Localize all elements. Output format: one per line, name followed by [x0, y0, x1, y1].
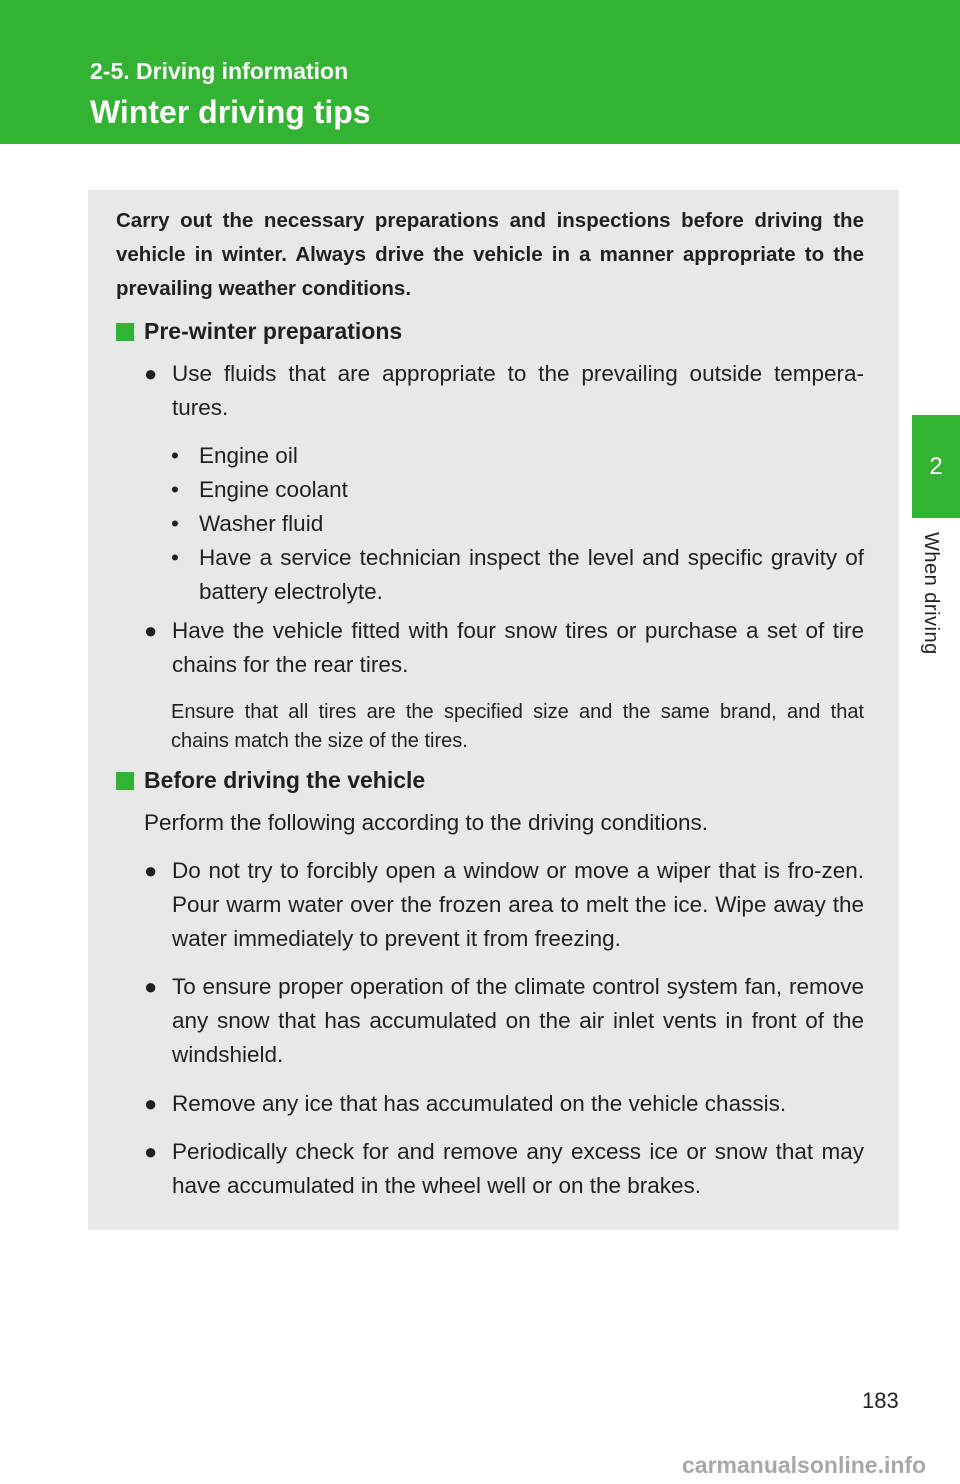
- section-intro: Perform the following according to the driving conditions.: [144, 810, 709, 835]
- bullet-dot-icon: ●: [144, 618, 158, 643]
- bullet-text: Have the vehicle fitted with four snow tires or purchase a set of tire chains for the rear tires.: [172, 618, 864, 677]
- bullet-text: Periodically check for and remove any excess ice or snow that may have accumulated in the wheel well or on the brakes.: [172, 1139, 864, 1198]
- bullet-dot-icon: ●: [144, 858, 158, 883]
- header-bar: [0, 0, 960, 144]
- watermark: carmanualsonline.info: [682, 1452, 927, 1478]
- sub-item-text: Engine coolant: [199, 477, 348, 502]
- heading-text: Pre-winter preparations: [144, 318, 403, 344]
- sub-item: [171, 439, 864, 473]
- bullet-item: [144, 1135, 864, 1203]
- sub-item-text: Washer fluid: [199, 511, 324, 536]
- bullet-text: Remove any ice that has accumulated on the vehicle chassis.: [172, 1091, 787, 1116]
- page-title: Winter driving tips: [90, 94, 371, 130]
- bullet-dot-icon: ●: [144, 1139, 158, 1164]
- sub-item-text: Have a service technician inspect the level and specific gravity of battery electrolyte.: [199, 545, 864, 604]
- heading-before-driving: [116, 767, 425, 794]
- chapter-tab: [912, 415, 960, 518]
- chapter-number: 2: [929, 452, 943, 480]
- bullet-dot-icon: ●: [144, 361, 158, 386]
- bullet-item: [144, 970, 864, 1072]
- sub-bullet-icon: •: [171, 477, 179, 502]
- green-square-icon: [116, 323, 134, 341]
- sub-bullet-icon: •: [171, 443, 179, 468]
- sub-item: [171, 507, 864, 541]
- chapter-label: When driving: [920, 532, 942, 655]
- heading-pre-winter: [116, 318, 402, 345]
- sub-item: [171, 541, 864, 609]
- sub-bullet-icon: •: [171, 545, 179, 570]
- heading-text: Before driving the vehicle: [144, 767, 426, 793]
- bullet-item: [144, 614, 864, 682]
- page-number: 183: [862, 1388, 899, 1413]
- note-text: Ensure that all tires are the specified size and the same brand, and that chains match the size of the tires.: [171, 701, 864, 752]
- sub-bullet-icon: •: [171, 511, 179, 536]
- green-square-icon: [116, 772, 134, 790]
- bullet-text: Do not try to forcibly open a window or move a wiper that is fro-zen. Pour warm water over the frozen area to melt the ice. Wipe away the water immediately to prevent it from freezing.: [172, 858, 864, 951]
- bullet-item: [144, 854, 864, 956]
- bullet-dot-icon: ●: [144, 974, 158, 999]
- bullet-dot-icon: ●: [144, 1091, 158, 1116]
- intro-text: Carry out the necessary preparations and inspections before driving the vehicle in winter. Always drive the vehicle in a manner appropriate to the prevailing weather conditions.: [116, 209, 864, 300]
- bullet-item: [144, 357, 864, 425]
- bullet-item: [144, 1087, 864, 1121]
- section-label: 2-5. Driving information: [90, 58, 349, 84]
- bullet-text: Use fluids that are appropriate to the prevailing outside tempera-tures.: [172, 361, 864, 420]
- sub-item: [171, 473, 864, 507]
- sub-item-text: Engine oil: [199, 443, 298, 468]
- bullet-text: To ensure proper operation of the climate control system fan, remove any snow that has accumulated on the air inlet vents in front of the windshield.: [172, 974, 864, 1067]
